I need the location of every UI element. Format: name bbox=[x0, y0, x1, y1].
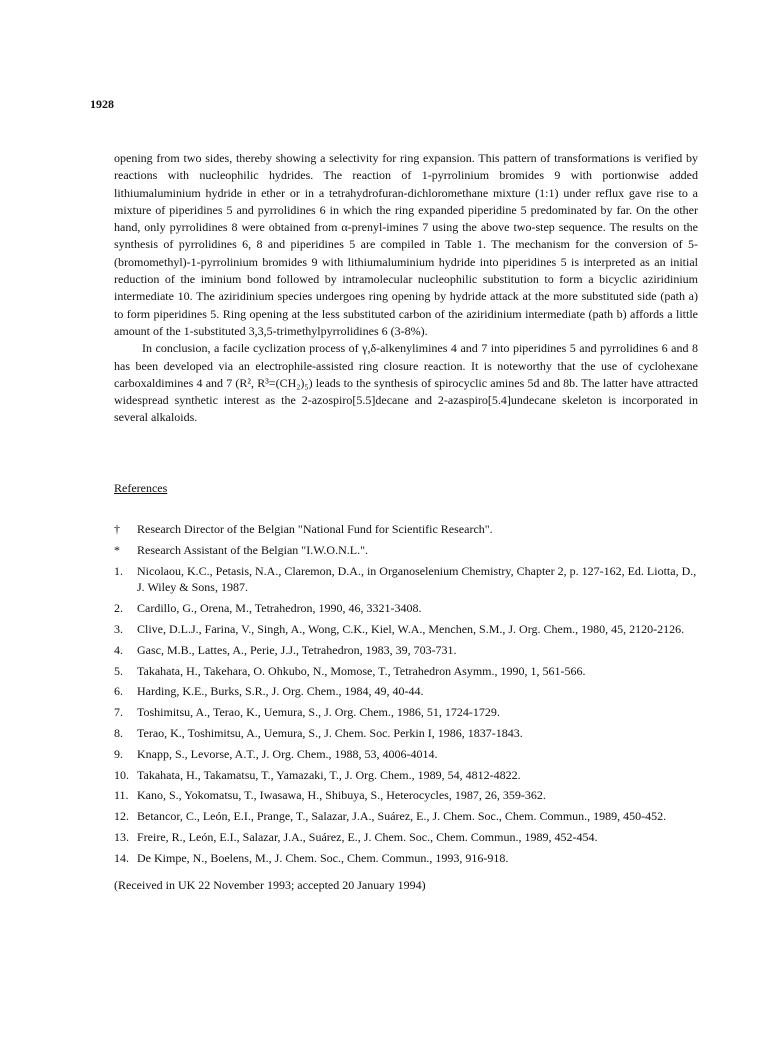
reference-item bbox=[114, 642, 704, 659]
references-list bbox=[114, 521, 704, 871]
reference-text: Kano, S., Yokomatsu, T., Iwasawa, H., Shibuya, S., Heterocycles, 1987, 26, 359-362. bbox=[137, 788, 546, 803]
references-heading: References bbox=[114, 481, 168, 495]
reference-text: Cardillo, G., Orena, M., Tetrahedron, 1990, 46, 3321-3408. bbox=[137, 601, 422, 616]
reference-marker: 10. bbox=[114, 767, 129, 782]
reference-item bbox=[114, 725, 704, 742]
reference-marker: 12. bbox=[114, 809, 129, 824]
reference-marker: * bbox=[114, 542, 120, 557]
reference-text: Freire, R., León, E.I., Salazar, J.A., Suárez, E., J. Chem. Soc., Chem. Commun., 1989, 452-454. bbox=[137, 829, 598, 844]
reference-item bbox=[114, 829, 704, 846]
reference-marker: 5. bbox=[114, 663, 123, 678]
reference-item bbox=[114, 704, 704, 721]
reference-marker: 8. bbox=[114, 725, 123, 740]
reference-item bbox=[114, 621, 704, 638]
reference-marker: 3. bbox=[114, 621, 123, 636]
reference-text: Research Director of the Belgian "National Fund for Scientific Research". bbox=[137, 522, 493, 536]
reference-item bbox=[114, 600, 704, 617]
reference-text: Harding, K.E., Burks, S.R., J. Org. Chem., 1984, 49, 40-44. bbox=[137, 684, 424, 699]
body-paragraph-1: opening from two sides, thereby showing a selectivity for ring expansion. This pattern of transformations is verified by reactions with nucleophilic hydrides. The reaction of 1-pyrrolinium bromides 9 with portionwise added lithiumaluminium hydride in ether or in a tetrahydrofuran-dichloromethane mixture (1:1) under reflux gave rise to a mixture of piperidines 5 and pyrrolidines 6 in which the ring expanded piperidine 5 predominated by far. On the other hand, only pyrrolidines 8 were obtained from α-prenyl-imines 7 using the above two-step sequence. The results on the synthesis of pyrrolidines 6, 8 and piperidines 5 are compiled in Table 1. The mechanism for the conversion of 5-(bromomethyl)-1-pyrrolinium bromides 9 with lithiumaluminium hydride into piperidines 5 is interpreted as an initial reduction of the iminium bond followed by intramolecular nucleophilic substitution to form a bicyclic aziridinium intermediate 10. The aziridinium species undergoes ring opening by hydride attack at the more substituted side (path a) to form piperidines 5. Ring opening at the less substituted carbon of the aziridinium intermediate (path b) affords a little amount of the 1-substituted 3,3,5-trimethylpyrrolidines 6 (3-8%). bbox=[114, 151, 698, 338]
reference-item bbox=[114, 542, 704, 559]
reference-marker: 4. bbox=[114, 642, 123, 657]
reference-item bbox=[114, 746, 704, 763]
reference-item bbox=[114, 767, 704, 784]
reference-text: Gasc, M.B., Lattes, A., Perie, J.J., Tetrahedron, 1983, 39, 703-731. bbox=[137, 642, 457, 657]
reference-item bbox=[114, 787, 704, 804]
reference-item bbox=[114, 850, 704, 867]
reference-item bbox=[114, 808, 704, 825]
reference-text: Knapp, S., Levorse, A.T., J. Org. Chem., 1988, 53, 4006-4014. bbox=[137, 746, 438, 761]
reference-text: Clive, D.L.J., Farina, V., Singh, A., Wong, C.K., Kiel, W.A., Menchen, S.M., J. Org. Chem., 1980, 45, 2120-2126. bbox=[137, 621, 685, 636]
reference-text: Takahata, H., Takamatsu, T., Yamazaki, T., J. Org. Chem., 1989, 54, 4812-4822. bbox=[137, 767, 521, 782]
reference-marker: 9. bbox=[114, 746, 123, 761]
reference-text: De Kimpe, N., Boelens, M., J. Chem. Soc., Chem. Commun., 1993, 916-918. bbox=[137, 850, 509, 865]
reference-text: Research Assistant of the Belgian "I.W.O.N.L.". bbox=[137, 542, 368, 557]
reference-item bbox=[114, 521, 704, 538]
page-number: 1928 bbox=[90, 97, 114, 111]
reference-item bbox=[114, 683, 704, 700]
reference-text: Toshimitsu, A., Terao, K., Uemura, S., J. Org. Chem., 1986, 51, 1724-1729. bbox=[137, 705, 500, 720]
reference-marker: 13. bbox=[114, 829, 129, 844]
reference-item bbox=[114, 563, 704, 597]
reference-marker: 14. bbox=[114, 850, 129, 865]
reference-marker: 1. bbox=[114, 563, 123, 578]
reference-marker: 2. bbox=[114, 601, 123, 616]
reference-marker: 6. bbox=[114, 684, 123, 699]
reference-text: Terao, K., Toshimitsu, A., Uemura, S., J. Chem. Soc. Perkin I, 1986, 1837-1843. bbox=[137, 725, 523, 740]
reference-item bbox=[114, 663, 704, 680]
reference-marker: 11. bbox=[114, 788, 129, 803]
reference-text: Nicolaou, K.C., Petasis, N.A., Claremon, D.A., in Organoselenium Chemistry, Chapter 2, p. 127-162, Ed. Liotta, D., J. Wiley & Sons, 1987. bbox=[137, 563, 697, 595]
reference-marker: † bbox=[114, 522, 120, 536]
reference-text: Takahata, H., Takehara, O. Ohkubo, N., Momose, T., Tetrahedron Asymm., 1990, 1, 561-566. bbox=[137, 663, 586, 678]
reference-text: Betancor, C., León, E.I., Prange, T., Salazar, J.A., Suárez, E., J. Chem. Soc., Chem. Commun., 1989, 450-452. bbox=[137, 809, 667, 824]
body-paragraph-2: In conclusion, a facile cyclization process of γ,δ-alkenylimines 4 and 7 into piperidines 5 and pyrrolidines 6 and 8 has been developed via an electrophile-assisted ring closure reaction. It is noteworthy that the use of cyclohexane carboxaldimines 4 and 7 (R², R³=(CH₂)₅) leads to the synthesis of spirocyclic amines 5d and 8b. The latter have attracted widespread synthetic interest as the 2-azospiro[5.5]decane and 2-azaspiro[5.4]undecane skeleton is incorporated in several alkaloids. bbox=[114, 341, 698, 425]
received-note: (Received in UK 22 November 1993; accepted 20 January 1994) bbox=[114, 878, 426, 892]
body-text bbox=[114, 150, 698, 427]
reference-marker: 7. bbox=[114, 705, 123, 720]
